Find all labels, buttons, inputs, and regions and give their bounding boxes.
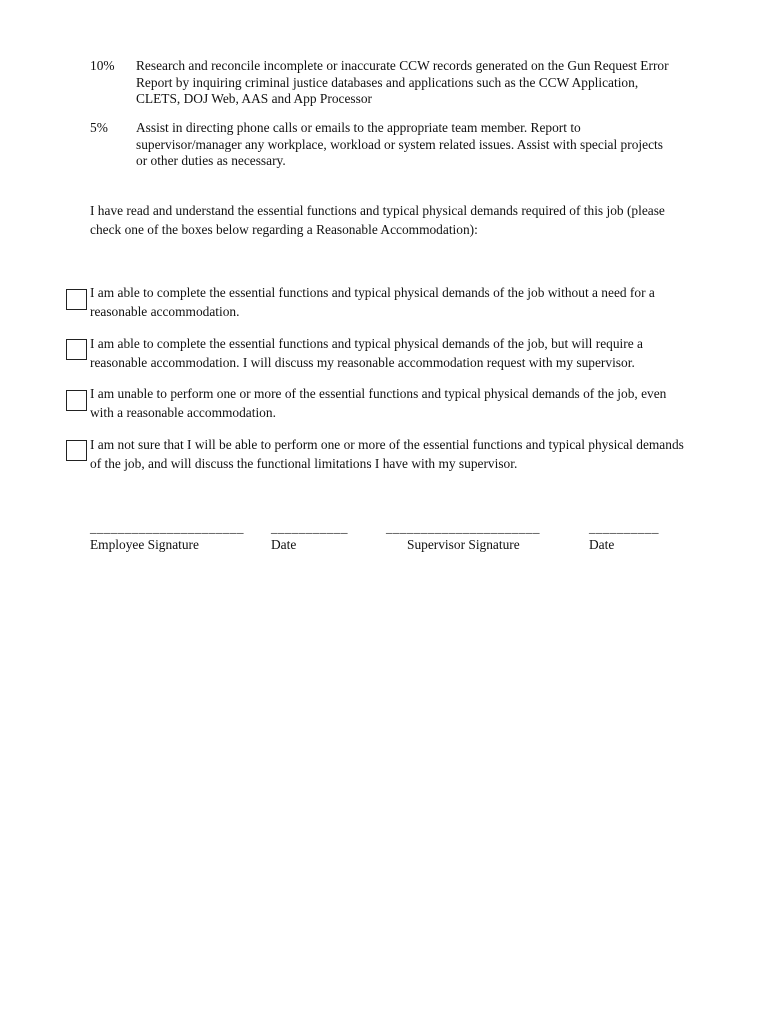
accommodation-option-3: I am unable to perform one or more of the essential functions and typical physical demands of the job, even with a reasonable accommodation. (90, 386, 667, 420)
supervisor-date-line[interactable]: __________ (589, 520, 659, 535)
supervisor-date-label: Date (589, 537, 615, 552)
duty-description: Assist in directing phone calls or emails to the appropriate team member. Report to supervisor/manager any workplace, workload or system related issues. Assist with special projects or other duties as necessary. (136, 120, 663, 169)
accommodation-checkbox-4[interactable] (66, 440, 87, 461)
employee-signature-line[interactable]: ______________________ (90, 520, 244, 535)
employee-date-line[interactable]: ___________ (271, 520, 348, 535)
accommodation-option-4: I am not sure that I will be able to perform one or more of the essential functions and typical physical demands of the job, and will discuss the functional limitations I have with my supervisor. (90, 437, 684, 471)
accommodation-checkbox-1[interactable] (66, 289, 87, 310)
duty-description: Research and reconcile incomplete or inaccurate CCW records generated on the Gun Request Error Report by inquiring criminal justice databases and applications such as the CCW Application, CLETS, DOJ Web, AAS and App Processor (136, 58, 669, 107)
employee-signature-label: Employee Signature (90, 537, 199, 552)
acknowledgement-text: I have read and understand the essential functions and typical physical demands required of this job (please check one of the boxes below regarding a Reasonable Accommodation): (90, 203, 665, 237)
duty-percent: 10% (90, 58, 115, 73)
supervisor-signature-label: Supervisor Signature (407, 537, 520, 552)
accommodation-option-1: I am able to complete the essential functions and typical physical demands of the job without a need for a reasonable accommodation. (90, 285, 655, 319)
accommodation-option-2: I am able to complete the essential functions and typical physical demands of the job, but will require a reasonable accommodation. I will discuss my reasonable accommodation request with my supervisor. (90, 336, 643, 370)
accommodation-checkbox-2[interactable] (66, 339, 87, 360)
accommodation-checkbox-3[interactable] (66, 390, 87, 411)
employee-date-label: Date (271, 537, 297, 552)
duty-percent: 5% (90, 120, 108, 135)
supervisor-signature-line[interactable]: ______________________ (386, 520, 540, 535)
